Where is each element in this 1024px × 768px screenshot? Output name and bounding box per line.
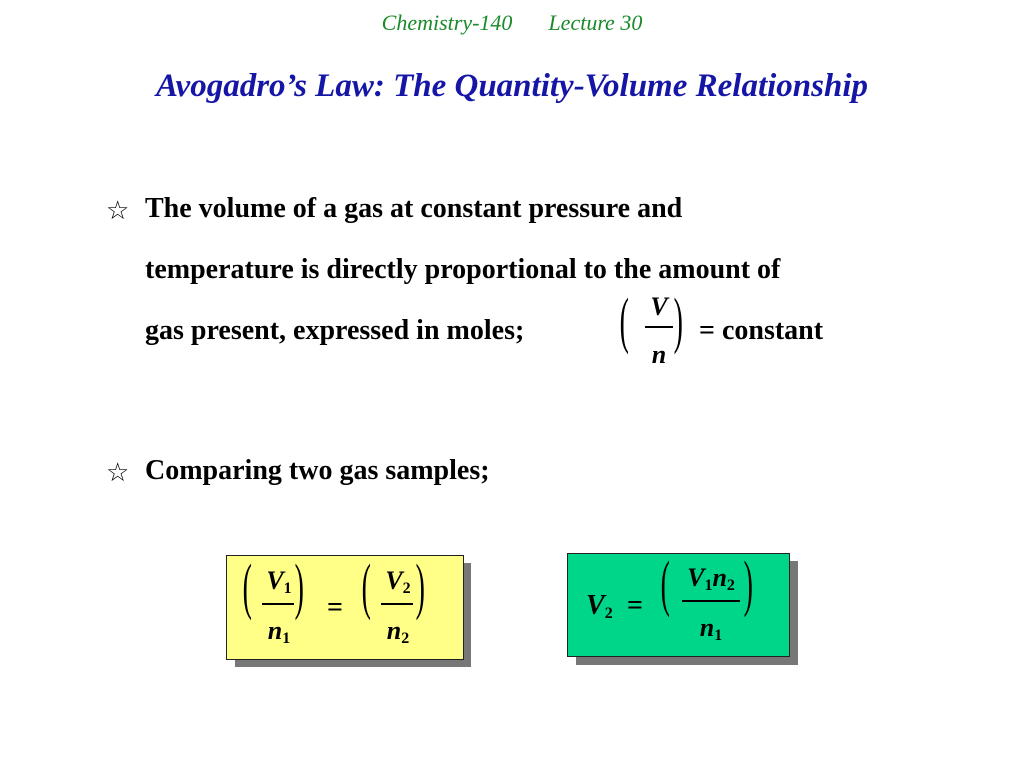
star-outline-icon: ☆ bbox=[106, 458, 130, 487]
v1n2-numerator: $V_1n_2$ bbox=[687, 563, 735, 594]
formula-suffix: = constant bbox=[699, 315, 824, 346]
left-paren: ( bbox=[361, 553, 371, 621]
formula-numerator: V bbox=[650, 292, 668, 321]
right-paren: ) bbox=[415, 553, 425, 621]
bullet-1-line-2: temperature is directly proportional to the amount of bbox=[145, 254, 781, 285]
v2-numerator: $V_2$ bbox=[385, 566, 411, 597]
right-paren: ) bbox=[294, 553, 304, 621]
right-paren: ) bbox=[673, 287, 683, 355]
formula-denominator: n bbox=[651, 340, 667, 369]
bullet-2-line-1: Comparing two gas samples; bbox=[145, 455, 490, 486]
bullet-1-line-3: gas present, expressed in moles; bbox=[145, 315, 525, 346]
equals-sign: = bbox=[627, 590, 643, 621]
bullet-1-line-1: The volume of a gas at constant pressure and bbox=[145, 193, 683, 224]
right-paren: ) bbox=[743, 550, 753, 618]
n1-denominator: $n_1$ bbox=[267, 616, 291, 647]
n2-denominator: $n_2$ bbox=[386, 616, 410, 647]
star-outline-icon: ☆ bbox=[106, 196, 130, 225]
fraction-bar bbox=[645, 326, 673, 328]
left-paren: ( bbox=[660, 550, 670, 618]
left-paren: ( bbox=[242, 553, 252, 621]
course-name: Chemistry-140 bbox=[381, 10, 513, 35]
slide-header bbox=[0, 10, 1024, 36]
fraction-bar bbox=[262, 603, 294, 605]
v1-numerator: $V_1$ bbox=[266, 566, 292, 597]
left-paren: ( bbox=[619, 287, 629, 355]
fraction-bar bbox=[682, 600, 740, 602]
slide-title: Avogadro’s Law: The Quantity-Volume Relationship bbox=[156, 68, 868, 104]
v2-lhs: $V_2$ bbox=[586, 590, 613, 622]
lecture-number: Lecture 30 bbox=[548, 10, 643, 35]
equals-sign: = bbox=[327, 592, 343, 623]
n1-denominator: $n_1$ bbox=[699, 613, 723, 644]
fraction-bar bbox=[381, 603, 413, 605]
